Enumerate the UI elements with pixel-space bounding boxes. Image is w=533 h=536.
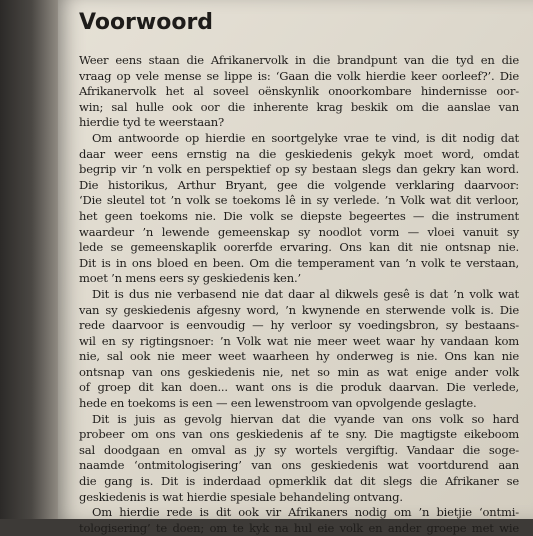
text-line: Weer eens staan die Afrikanervolk in die brandpunt van die tyd en die	[79, 53, 519, 67]
text-line: sal doodgaan en omval as jy sy wortels vergiftig. Vandaar die soge-	[79, 442, 519, 457]
text-line: tologisering’ te doen; om te kyk na hul eie volk en ander groepe met wie	[79, 520, 519, 535]
book-page	[58, 0, 533, 535]
text-line: die gang is. Dit is inderdaad opmerklik dat dit slegs die Afrikaner se	[79, 474, 519, 489]
text-line: Die historikus, Arthur Bryant, gee die volgende verklaring daarvoor:	[79, 177, 519, 192]
text-line: geskiedenis is wat hierdie spesiale behandeling ontvang.	[79, 489, 403, 504]
text-line: probeer om ons van ons geskiedenis af te sny. Die magtigste eikeboom	[79, 427, 519, 442]
text-line: daar weer eens ernstig na die geskiedenis gekyk moet word, omdat	[79, 146, 519, 161]
text-line: nie, sal ook nie meer weet waarheen hy onderweg is nie. Ons kan nie	[79, 349, 519, 364]
text-line: rede daarvoor is eenvoudig — hy verloor sy voedingsbron, sy bestaans-	[79, 318, 519, 333]
text-line: hede en toekoms is een — een lewenstroom van opvolgende geslagte.	[79, 396, 477, 411]
text-line: naamde ‘ontmitologisering’ van ons geskiedenis wat voortdurend aan	[79, 458, 519, 473]
text-line: Om antwoorde op hierdie en soortgelyke vrae te vind, is dit nodig dat	[92, 130, 519, 145]
text-line: begrip vir ’n volk en perspektief op sy bestaan slegs dan gekry kan word.	[79, 162, 519, 177]
text-line: waardeur ’n lewende gemeenskap sy noodlot vorm — vloei vanuit sy	[79, 224, 519, 239]
text-line: Dit is in ons bloed en been. Om die temperament van ’n volk te verstaan,	[79, 255, 519, 270]
text-line: Afrikanervolk het al soveel oënskynlik onoorkombare hindernisse oor-	[79, 84, 519, 99]
body-text	[79, 53, 519, 536]
text-line: het geen toekoms nie. Die volk se diepste begeertes — die instrument	[79, 208, 519, 223]
text-line: Dit is dus nie verbasend nie dat daar al dikwels gesê is dat ’n volk wat	[92, 286, 519, 301]
text-line: ‘Die sleutel tot ’n volk se toekoms lê in sy verlede. ’n Volk wat dit verloor,	[79, 193, 519, 208]
text-line: van sy geskiedenis afgesny word, ’n kwynende en sterwende volk is. Die	[79, 302, 519, 317]
text-line: lede se gemeenskaplik oorerfde ervaring. Ons kan dit nie ontsnap nie.	[79, 240, 519, 255]
page-content	[79, 10, 519, 536]
text-line: Dit is juis as gevolg hiervan dat die vyande van ons volk so hard	[92, 411, 519, 426]
text-line: of groep dit kan doen... want ons is die produk daarvan. Die verlede,	[79, 380, 519, 395]
text-line: hierdie tyd te weerstaan?	[79, 115, 224, 130]
text-line: ontsnap van ons geskiedenis nie, net so min as wat enige ander volk	[79, 364, 519, 379]
text-line: wil en sy rigtingsnoer: ’n Volk wat nie meer weet waar hy vandaan kom	[79, 333, 519, 348]
text-line: win; sal hulle ook oor die inherente krag beskik om die aanslae van	[79, 99, 519, 114]
page-title: Voorwoord	[79, 10, 214, 35]
text-line: Om hierdie rede is dit ook vir Afrikaners nodig om ’n bietjie ‘ontmi-	[92, 505, 519, 520]
text-line: vraag op vele mense se lippe is: ‘Gaan die volk hierdie keer oorleef?’. Die	[79, 68, 519, 83]
text-line: moet ’n mens eers sy geskiedenis ken.’	[79, 271, 301, 286]
